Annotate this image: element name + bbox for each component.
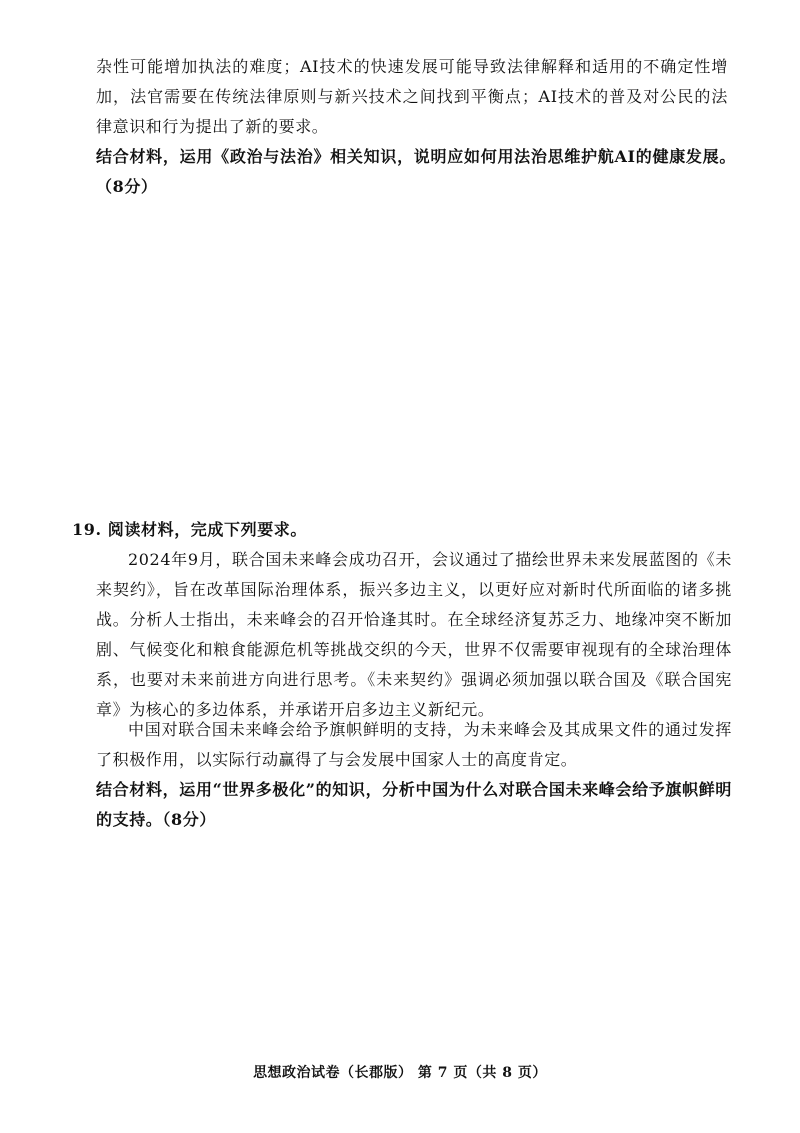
question-19-heading: 19. 阅读材料，完成下列要求。 — [72, 520, 308, 539]
question-18-requirement: 结合材料，运用《政治与法治》相关知识，说明应如何用法治思维护航AI的健康发展。（8分） — [96, 147, 736, 196]
page-footer: 思想政治试卷（长郡版） 第 7 页（共 8 页） — [253, 1065, 547, 1081]
question-18-material-continuation: 杂性可能增加执法的难度；AI技术的快速发展可能导致法律解释和适用的不确定性增加，法官需要在传统法律原则与新兴技术之间找到平衡点；AI技术的普及对公民的法律意识和行为提出了新的要求。 — [96, 57, 728, 136]
question-19-material-paragraph-2: 中国对联合国未来峰会给予旗帜鲜明的支持，为未来峰会及其成果文件的通过发挥了积极作用，以实际行动赢得了与会发展中国家人士的高度肯定。 — [96, 720, 732, 769]
question-19-requirement: 结合材料，运用“世界多极化”的知识，分析中国为什么对联合国未来峰会给予旗帜鲜明的支持。（8分） — [96, 780, 732, 829]
question-19-material-paragraph-1: 2024年9月，联合国未来峰会成功召开，会议通过了描绘世界未来发展蓝图的《未来契约》，旨在改革国际治理体系，振兴多边主义，以更好应对新时代所面临的诸多挑战。分析人士指出，未来峰会的召开恰逢其时。在全球经济复苏乏力、地缘冲突不断加剧、气候变化和粮食能源危机等挑战交织的今天，世界不仅需要审视现有的全球治理体系，也要对未来前进方向进行思考。《未来契约》强调必须加强以联合国及《联合国宪章》为核心的多边体系，并承诺开启多边主义新纪元。 — [96, 550, 732, 719]
